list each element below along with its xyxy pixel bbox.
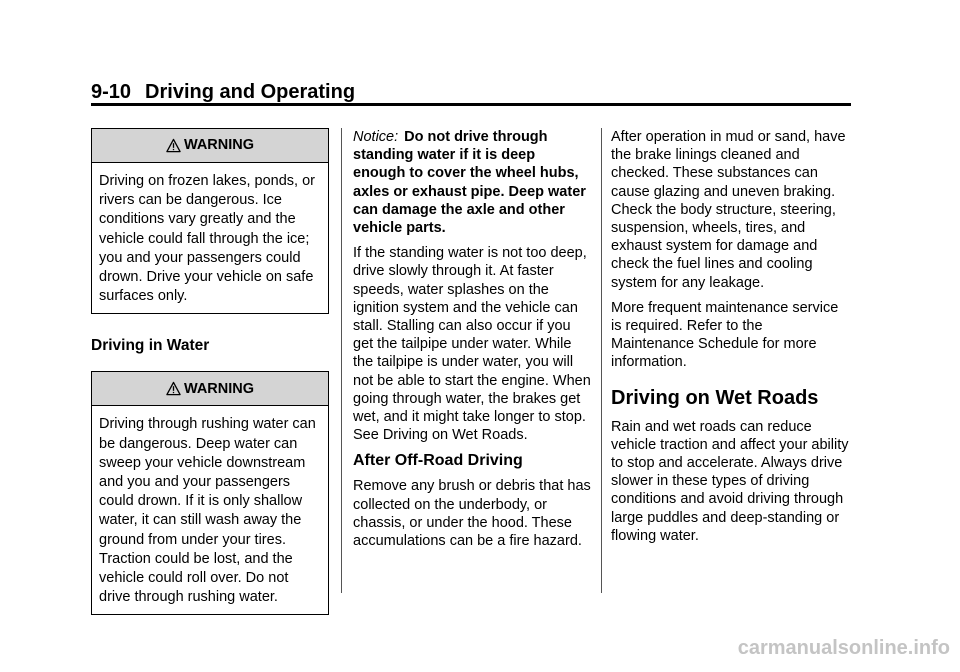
page-header xyxy=(91,80,851,104)
warning-icon xyxy=(166,138,181,153)
column-1 xyxy=(91,128,329,615)
watermark: carmanualsonline.info xyxy=(737,637,950,659)
column-divider xyxy=(601,128,602,593)
header-rule xyxy=(91,103,851,106)
heading-after-off-road-driving: After Off-Road Driving xyxy=(353,452,523,470)
warning-header xyxy=(92,129,328,163)
paragraph: If the standing water is not too deep, drive slowly through it. At faster speeds, water splashes on the ignition system and the vehicle can stall. Stalling can also occur if you get the tailpipe under water. While the tailpipe is under water, you will not be able to start the engine. When going through water, the brakes get wet, and it might take longer to stop. See Driving on Wet Roads. xyxy=(353,245,591,444)
paragraph: More frequent maintenance service is required. Refer to the Maintenance Schedule for more information. xyxy=(611,299,839,371)
warning-icon xyxy=(166,381,181,396)
column-2 xyxy=(353,128,591,557)
notice-label: Notice: xyxy=(353,129,399,145)
paragraph: After operation in mud or sand, have the brake linings cleaned and checked. These substances can cause glazing and uneven braking. Check the body structure, steering, suspension, wheels, tires, and exhaust system for damage and check the fuel lines and cooling system for any leakage. xyxy=(611,129,846,291)
warning-text: Driving through rushing water can be dangerous. Deep water can sweep your vehicle downstream and you and your passengers could drown. If it is only shallow water, it can still wash away the ground from under your tires. Traction could be lost, and the vehicle could roll over. Do not drive through rushing water. xyxy=(99,416,316,606)
paragraph: Remove any brush or debris that has collected on the underbody, or chassis, or under the hood. These accumulations can be a fire hazard. xyxy=(353,478,591,550)
paragraph: Rain and wet roads can reduce vehicle traction and affect your ability to stop and accelerate. Always drive slower in these types of driving conditions and avoid driving through large puddles and deep-standing or flowing water. xyxy=(611,418,849,544)
warning-label: WARNING xyxy=(183,137,255,154)
warning-box-ice xyxy=(91,128,329,314)
section-title: Driving and Operating xyxy=(145,81,356,103)
heading-driving-on-wet-roads: Driving on Wet Roads xyxy=(611,386,819,409)
page-title xyxy=(91,80,851,104)
warning-text: Driving on frozen lakes, ponds, or rivers can be dangerous. Ice conditions vary greatly and the vehicle could fall through the ice; you and your passengers could drown. Drive your vehicle on safe surfaces only. xyxy=(99,173,315,305)
heading-driving-in-water: Driving in Water xyxy=(91,337,210,355)
notice xyxy=(353,128,591,237)
warning-box-water xyxy=(91,371,329,615)
notice-text: Do not drive through standing water if it is deep enough to cover the wheel hubs, axles or exhaust pipe. Deep water can damage the axle and other vehicle parts. xyxy=(353,129,586,237)
page-number: 9-10 xyxy=(91,81,132,103)
column-divider xyxy=(341,128,342,593)
warning-header xyxy=(92,372,328,406)
warning-label: WARNING xyxy=(183,380,255,397)
column-3 xyxy=(611,128,849,552)
